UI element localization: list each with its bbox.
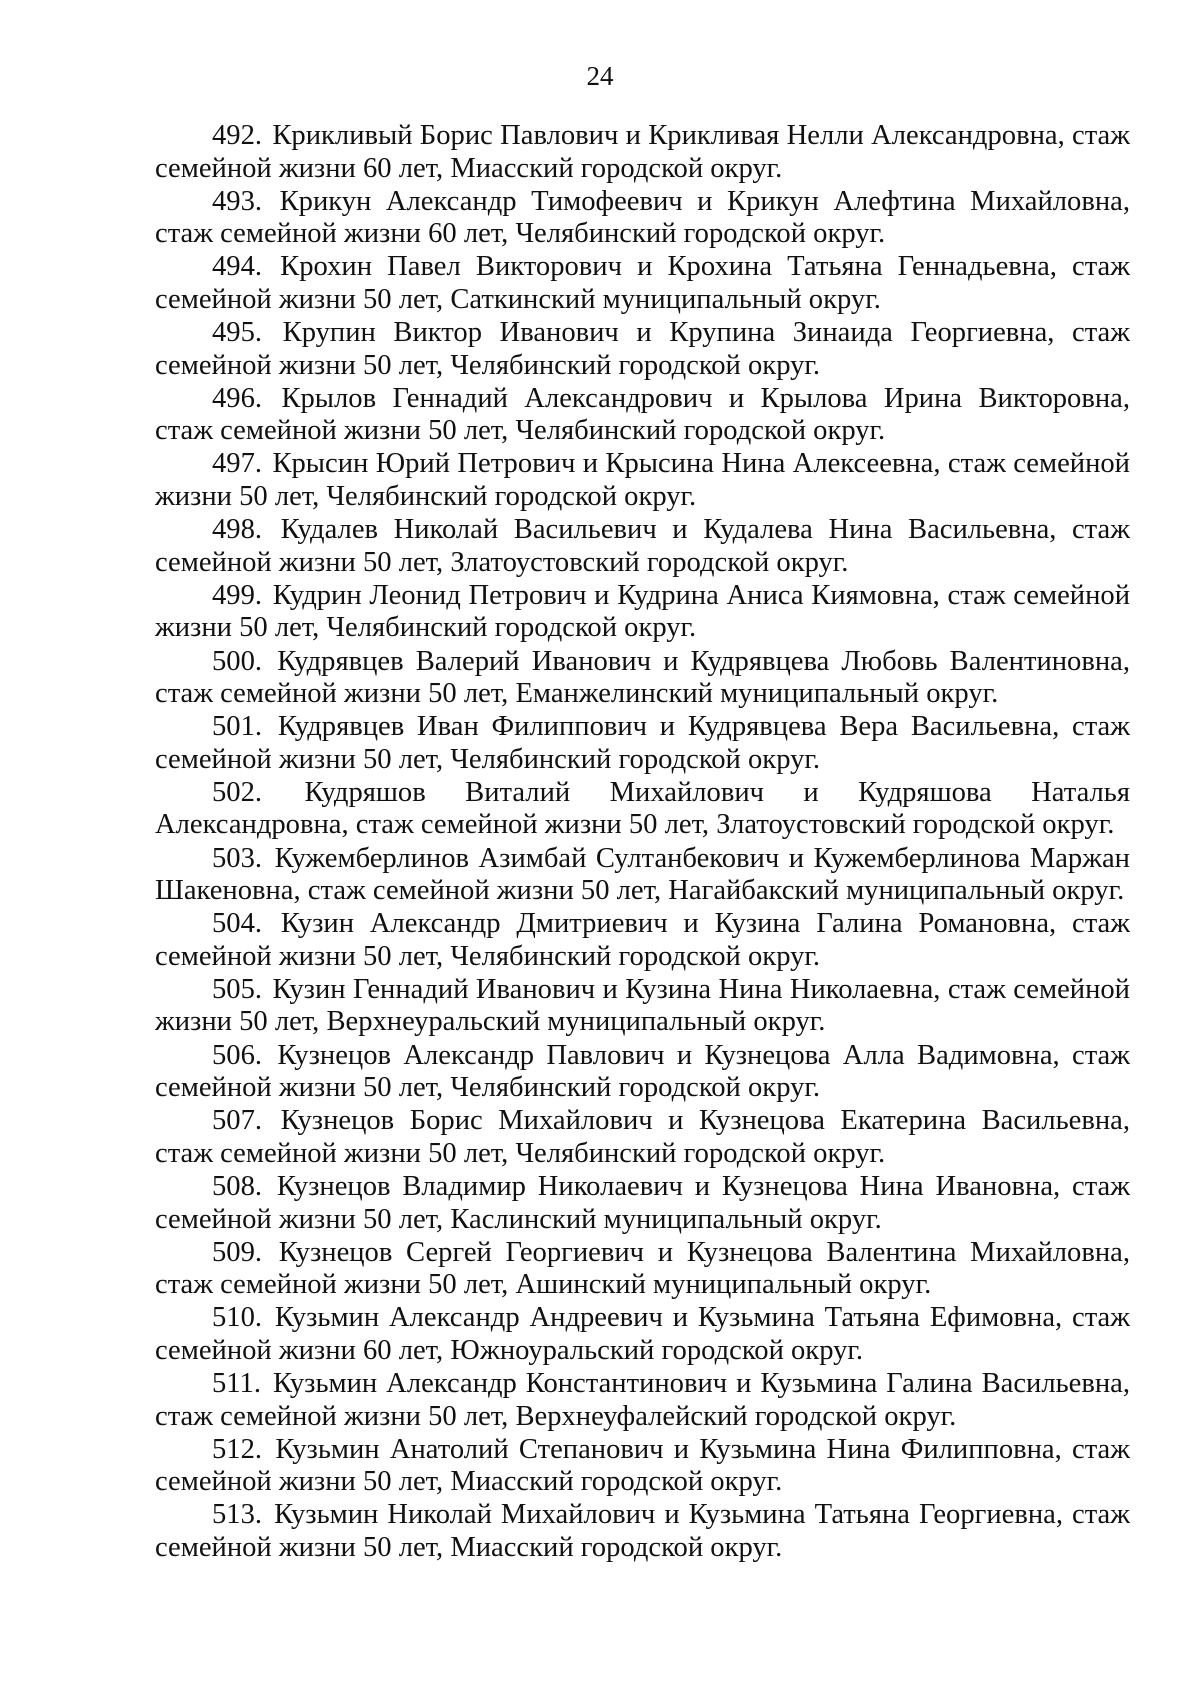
list-item-text: Кузнецов Александр Павлович и Кузнецова Алла Вадимовна, стаж семейной жизни 50 лет, Челябинский городской округ. xyxy=(155,1039,1130,1104)
list-item xyxy=(155,908,1130,973)
list-item xyxy=(155,1434,1130,1499)
list-item-number: 493. xyxy=(212,185,263,217)
list-item-number: 492. xyxy=(212,120,263,151)
list-item xyxy=(155,1105,1130,1170)
list-item-text: Кузнецов Владимир Николаевич и Кузнецова Нина Ивановна, стаж семейной жизни 50 лет, Каслинский муниципальный округ. xyxy=(155,1171,1130,1235)
list-item xyxy=(155,120,1130,185)
list-item-number: 507. xyxy=(212,1105,263,1137)
list-item-text: Крысин Юрий Петрович и Крысина Нина Алексеевна, стаж семейной жизни 50 лет, Челябинский городской округ. xyxy=(155,448,1130,512)
list-item-text: Кудряшов Виталий Михайлович и Кудряшова Наталья Александровна, стаж семейной жизни 50 лет, Златоустовский городской округ. xyxy=(155,776,1130,841)
list-item xyxy=(155,448,1130,513)
entry-list xyxy=(155,120,1130,1565)
list-item-text: Кудрявцев Иван Филиппович и Кудрявцева Вера Васильевна, стаж семейной жизни 50 лет, Челябинский городской округ. xyxy=(155,711,1130,775)
list-item-text: Крохин Павел Викторович и Крохина Татьяна Геннадьевна, стаж семейной жизни 50 лет, Саткинский муниципальный округ. xyxy=(155,251,1131,315)
list-item-text: Кузин Геннадий Иванович и Кузина Нина Николаевна, стаж семейной жизни 50 лет, Верхнеуральский муниципальный округ. xyxy=(155,973,1130,1038)
list-item-number: 503. xyxy=(212,842,263,874)
list-item-number: 509. xyxy=(212,1236,263,1268)
page-number: 24 xyxy=(586,61,614,91)
list-item-number: 511. xyxy=(212,1368,261,1400)
list-item xyxy=(155,1171,1130,1236)
list-item-number: 495. xyxy=(212,317,263,349)
list-item-text: Кузьмин Александр Андреевич и Кузьмина Татьяна Ефимовна, стаж семейной жизни 60 лет, Южноуральский городской округ. xyxy=(155,1302,1130,1366)
list-item-number: 501. xyxy=(212,711,263,743)
list-item xyxy=(155,1499,1130,1564)
list-item xyxy=(155,843,1130,908)
list-item xyxy=(155,580,1130,645)
list-item-number: 499. xyxy=(212,579,263,611)
list-item-number: 506. xyxy=(212,1039,263,1071)
list-item-text: Кузнецов Борис Михайлович и Кузнецова Екатерина Васильевна, стаж семейной жизни 50 лет, Челябинский городской округ. xyxy=(155,1105,1130,1169)
list-item xyxy=(155,383,1130,448)
list-item xyxy=(155,186,1130,251)
list-item xyxy=(155,251,1130,316)
list-item-number: 512. xyxy=(212,1433,263,1465)
list-item xyxy=(155,1302,1130,1367)
list-item-text: Кузьмин Николай Михайлович и Кузьмина Татьяна Георгиевна, стаж семейной жизни 50 лет, Миасский городской округ. xyxy=(155,1499,1130,1563)
list-item-number: 513. xyxy=(212,1499,263,1531)
list-item xyxy=(155,974,1130,1039)
list-item-number: 505. xyxy=(212,973,263,1005)
list-item-number: 498. xyxy=(212,514,263,546)
list-item-text: Кудалев Николай Васильевич и Кудалева Нина Васильевна, стаж семейной жизни 50 лет, Златоустовский городской округ. xyxy=(155,514,1130,578)
list-item-text: Кузин Александр Дмитриевич и Кузина Галина Романовна, стаж семейной жизни 50 лет, Челябинский городской округ. xyxy=(155,908,1130,972)
list-item xyxy=(155,777,1130,842)
list-item-text: Кудрявцев Валерий Иванович и Кудрявцева Любовь Валентиновна, стаж семейной жизни 50 лет, Еманжелинский муниципальный округ. xyxy=(155,645,1130,709)
list-item-text: Крупин Виктор Иванович и Крупина Зинаида Георгиевна, стаж семейной жизни 50 лет, Челябинский городской округ. xyxy=(155,317,1130,381)
list-item-text: Крылов Геннадий Александрович и Крылова Ирина Викторовна, стаж семейной жизни 50 лет, Челябинский городской округ. xyxy=(155,382,1130,447)
list-item xyxy=(155,1368,1130,1433)
list-item-number: 504. xyxy=(212,908,263,940)
list-item-number: 508. xyxy=(212,1171,263,1202)
list-item-text: Кудрин Леонид Петрович и Кудрина Аниса Киямовна, стаж семейной жизни 50 лет, Челябинский городской округ. xyxy=(155,579,1130,644)
list-item-text: Кузьмин Анатолий Степанович и Кузьмина Нина Филипповна, стаж семейной жизни 50 лет, Миасский городской округ. xyxy=(155,1433,1130,1498)
list-item xyxy=(155,711,1130,776)
list-item xyxy=(155,514,1130,579)
list-item-text: Кузьмин Александр Константинович и Кузьмина Галина Васильевна, стаж семейной жизни 50 лет, Верхнеуфалейский городской округ. xyxy=(155,1368,1130,1432)
list-item-text: Крикун Александр Тимофеевич и Крикун Алефтина Михайловна, стаж семейной жизни 60 лет, Челябинский городской округ. xyxy=(155,185,1130,250)
list-item-number: 500. xyxy=(212,645,263,677)
list-item-number: 494. xyxy=(212,251,263,283)
list-item-number: 496. xyxy=(212,382,263,414)
list-item-number: 497. xyxy=(212,448,263,480)
list-item-text: Кузнецов Сергей Георгиевич и Кузнецова Валентина Михайловна, стаж семейной жизни 50 лет, Ашинский муниципальный округ. xyxy=(155,1236,1130,1301)
list-item-text: Крикливый Борис Павлович и Крикливая Нелли Александровна, стаж семейной жизни 60 лет, Миасский городской округ. xyxy=(155,120,1130,184)
list-item-number: 502. xyxy=(212,776,263,808)
list-item xyxy=(155,646,1130,711)
list-item-text: Кужемберлинов Азимбай Султанбекович и Кужемберлинова Маржан Шакеновна, стаж семейной жизни 50 лет, Нагайбакский муниципальный округ. xyxy=(155,842,1130,907)
list-item xyxy=(155,1237,1130,1302)
list-item xyxy=(155,317,1130,382)
list-item xyxy=(155,1040,1130,1105)
list-item-number: 510. xyxy=(212,1302,263,1334)
